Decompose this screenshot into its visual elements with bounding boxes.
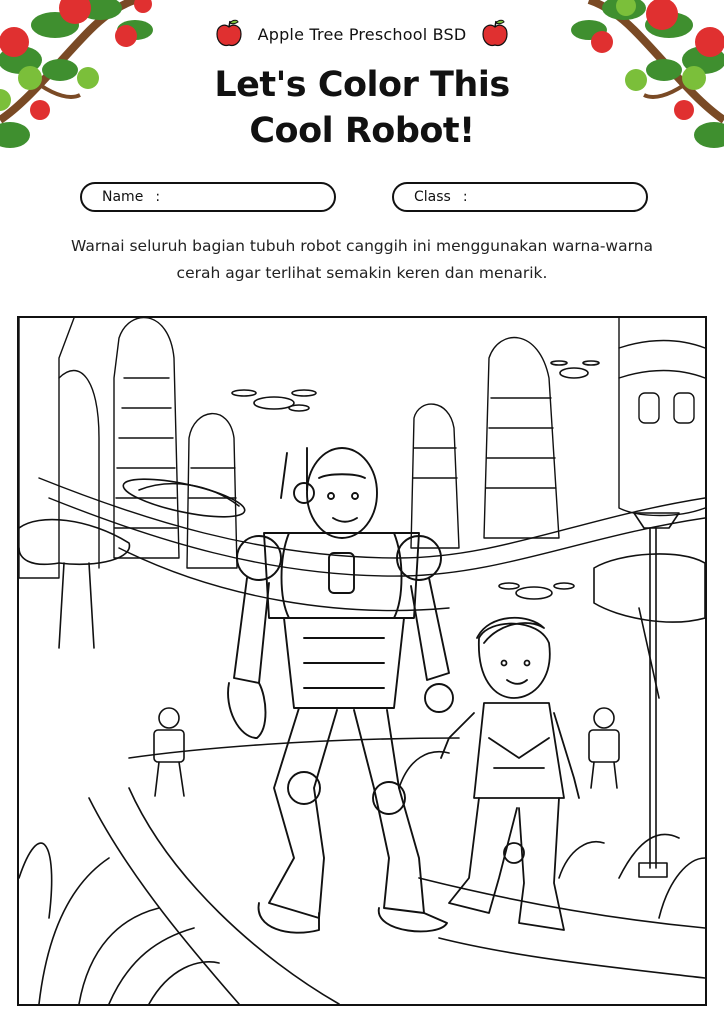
name-label: Name bbox=[102, 189, 144, 205]
drone-icon bbox=[232, 390, 316, 411]
futuristic-buildings bbox=[19, 318, 705, 611]
coloring-illustration-frame bbox=[17, 316, 707, 1006]
apple-icon bbox=[480, 19, 510, 49]
drone-icon bbox=[551, 361, 599, 378]
name-field[interactable] bbox=[80, 182, 336, 212]
class-field[interactable] bbox=[392, 182, 648, 212]
school-name: Apple Tree Preschool BSD bbox=[257, 24, 467, 44]
title-line-1: Let's Color This bbox=[214, 65, 510, 105]
apple-icon bbox=[214, 19, 244, 49]
big-robot bbox=[228, 448, 453, 933]
instructions-text: Warnai seluruh bagian tubuh robot canggih ini menggunakan warna-warna cerah agar terlihat semakin keren dan menarik. bbox=[70, 237, 654, 282]
school-header bbox=[0, 18, 724, 50]
trees bbox=[19, 520, 705, 698]
class-label: Class bbox=[414, 189, 451, 205]
drone-icon bbox=[499, 583, 574, 599]
robot-city-coloring-illustration bbox=[19, 318, 705, 1004]
child-figure bbox=[441, 618, 579, 930]
name-separator: : bbox=[155, 189, 161, 205]
title-line-2: Cool Robot! bbox=[249, 111, 475, 151]
flying-vehicles bbox=[120, 361, 599, 599]
page-title bbox=[0, 62, 724, 154]
street-lamp bbox=[634, 513, 679, 877]
background-robot-right bbox=[589, 708, 619, 788]
class-separator: : bbox=[462, 189, 468, 205]
